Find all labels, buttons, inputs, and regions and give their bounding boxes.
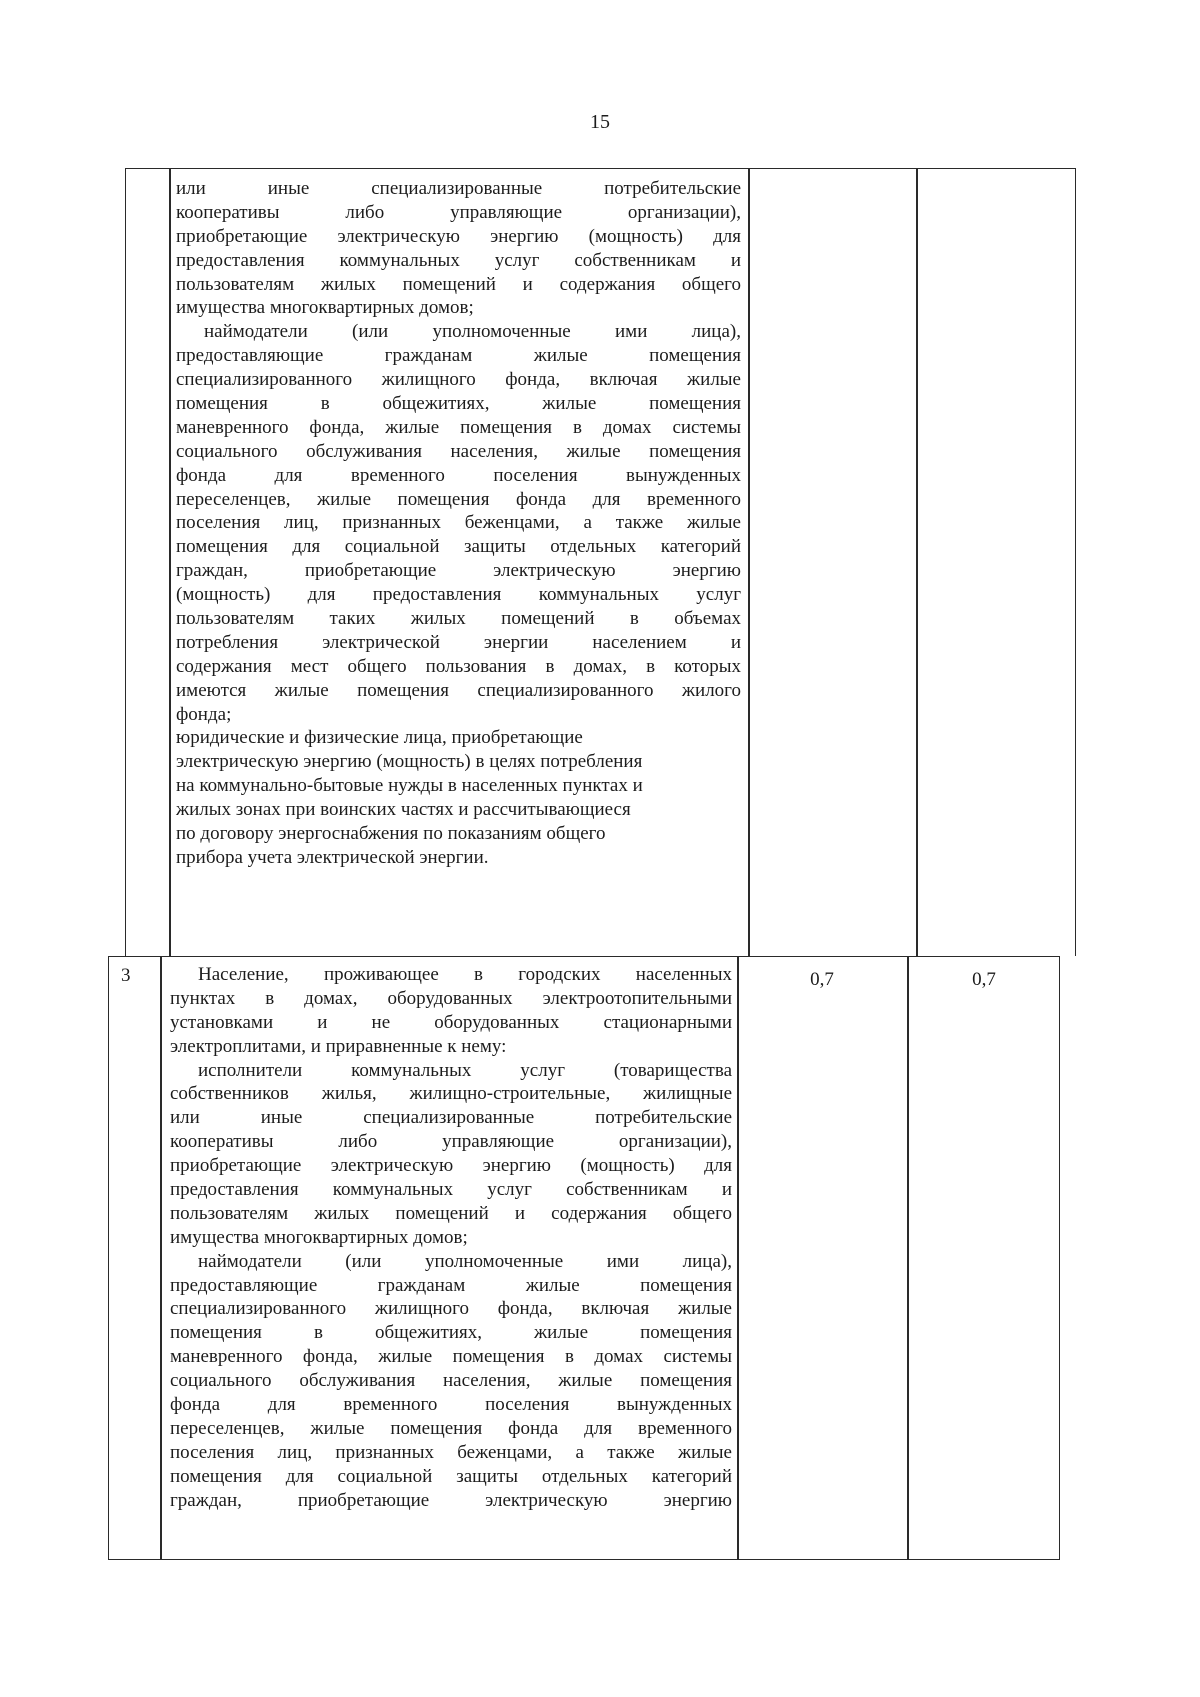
text-line: или иные специализированные потребительские bbox=[170, 1107, 732, 1129]
text-line: предоставления коммунальных услуг собственникам и bbox=[170, 1179, 732, 1201]
text-line: приобретающие электрическую энергию (мощность) для bbox=[170, 1155, 732, 1177]
text-line: предоставляющие гражданам жилые помещения bbox=[170, 1274, 732, 1296]
text-line: содержания мест общего пользования в домах, в которых bbox=[176, 655, 741, 677]
text-line: социального обслуживания населения, жилые помещения bbox=[176, 440, 741, 462]
text-line: или иные специализированные потребительские bbox=[176, 178, 741, 199]
value-cell: 0,7 bbox=[810, 969, 834, 990]
text-line: переселенцев, жилые помещения фонда для временного bbox=[176, 488, 741, 510]
text-line: пунктах в домах, оборудованных электроотопительными bbox=[170, 987, 732, 1009]
text-line: предоставления коммунальных услуг собственникам и bbox=[176, 249, 741, 271]
text-line: маневренного фонда, жилые помещения в домах системы bbox=[176, 416, 741, 438]
text-line: фонда для временного поселения вынужденных bbox=[170, 1394, 732, 1416]
column-divider bbox=[737, 956, 739, 1560]
column-divider bbox=[748, 168, 750, 956]
text-line: имущества многоквартирных домов; bbox=[170, 1226, 468, 1248]
text-line: наймодатели (или уполномоченные ими лица), bbox=[204, 321, 741, 343]
description-cell bbox=[176, 177, 741, 870]
text-line: установками и не оборудованных стационарными bbox=[170, 1011, 732, 1033]
text-line: маневренного фонда, жилые помещения в домах системы bbox=[170, 1346, 732, 1368]
text-line: предоставляющие гражданам жилые помещения bbox=[176, 345, 741, 367]
text-line: электрическую энергию (мощность) в целях потребления bbox=[176, 751, 643, 773]
text-line: поселения лиц, признанных беженцами, а также жилые bbox=[170, 1441, 732, 1463]
text-line: Население, проживающее в городских населенных bbox=[198, 964, 732, 985]
text-line: кооперативы либо управляющие организации), bbox=[170, 1131, 732, 1153]
text-line: специализированного жилищного фонда, включая жилые bbox=[170, 1298, 732, 1320]
text-line: электроплитами, и приравненные к нему: bbox=[170, 1035, 507, 1057]
row-number: 3 bbox=[121, 965, 131, 986]
text-line: граждан, приобретающие электрическую энергию bbox=[176, 560, 741, 582]
text-line: фонда; bbox=[176, 703, 232, 725]
text-line: специализированного жилищного фонда, включая жилые bbox=[176, 369, 741, 391]
column-divider bbox=[169, 168, 171, 956]
column-divider bbox=[916, 168, 918, 956]
text-line: помещения для социальной защиты отдельных категорий bbox=[176, 536, 741, 558]
text-line: переселенцев, жилые помещения фонда для временного bbox=[170, 1417, 732, 1439]
text-line: по договору энергоснабжения по показаниям общего bbox=[176, 823, 606, 845]
text-line: имеются жилые помещения специализированного жилого bbox=[176, 679, 741, 701]
text-line: жилых зонах при воинских частях и рассчитывающиеся bbox=[176, 799, 631, 821]
text-line: приобретающие электрическую энергию (мощность) для bbox=[176, 225, 741, 247]
text-line: фонда для временного поселения вынужденных bbox=[176, 464, 741, 486]
text-line: собственников жилья, жилищно-строительные, жилищные bbox=[170, 1083, 732, 1105]
column-divider bbox=[907, 956, 909, 1560]
column-divider bbox=[160, 956, 162, 1560]
page-number: 15 bbox=[590, 111, 610, 133]
text-line: пользователям таких жилых помещений в объемах bbox=[176, 608, 741, 630]
text-line: прибора учета электрической энергии. bbox=[176, 846, 489, 868]
text-line: помещения для социальной защиты отдельных категорий bbox=[170, 1465, 732, 1487]
text-line: кооперативы либо управляющие организации), bbox=[176, 201, 741, 223]
text-line: потребления электрической энергии населением и bbox=[176, 631, 741, 653]
text-line: пользователям жилых помещений и содержания общего bbox=[170, 1202, 732, 1224]
value-cell: 0,7 bbox=[972, 969, 996, 990]
text-line: исполнители коммунальных услуг (товарищества bbox=[198, 1059, 732, 1081]
text-line: имущества многоквартирных домов; bbox=[176, 297, 474, 319]
description-cell bbox=[170, 963, 732, 1512]
text-line: (мощность) для предоставления коммунальных услуг bbox=[176, 584, 741, 606]
text-line: граждан, приобретающие электрическую энергию bbox=[170, 1489, 732, 1511]
text-line: помещения в общежитиях, жилые помещения bbox=[176, 393, 741, 415]
text-line: юридические и физические лица, приобретающие bbox=[176, 727, 583, 749]
text-line: наймодатели (или уполномоченные ими лица), bbox=[198, 1250, 732, 1272]
text-line: на коммунально-бытовые нужды в населенных пунктах и bbox=[176, 775, 643, 797]
text-line: поселения лиц, признанных беженцами, а также жилые bbox=[176, 512, 741, 534]
text-line: социального обслуживания населения, жилые помещения bbox=[170, 1370, 732, 1392]
text-line: помещения в общежитиях, жилые помещения bbox=[170, 1322, 732, 1344]
text-line: пользователям жилых помещений и содержания общего bbox=[176, 273, 741, 295]
